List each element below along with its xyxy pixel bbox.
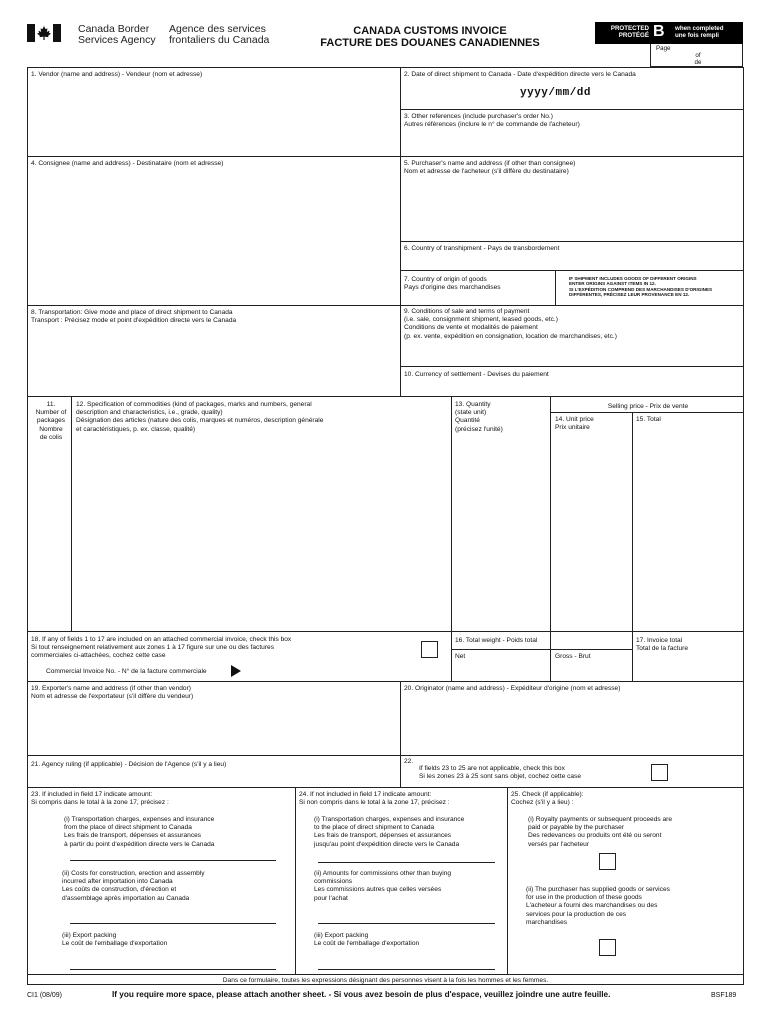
- field-23-export-packing-label: (iii) Export packing Le coût de l'emballage d'exportation: [62, 932, 168, 948]
- field-24-export-packing-input[interactable]: [318, 969, 495, 970]
- field-15-total-label: 15. Total: [636, 416, 661, 423]
- field-16-net-label: Net: [455, 653, 466, 660]
- divider: [400, 366, 744, 367]
- field-24-transport-input[interactable]: [318, 862, 495, 863]
- field-23-construction-label: (ii) Costs for construction, erection and assembly incurred after importation into Canada Les coûts de construction, d'érection et d'assemblage après importation au Canada: [62, 870, 205, 902]
- divider: [27, 631, 744, 632]
- field-24-transport-label: (i) Transportation charges, expenses and insurance to the place of direct shipment to Canada Les frais de transport, dépenses et assurances jusqu'au point d'expédition directe vers le Canada: [314, 816, 465, 848]
- protected-level: B: [653, 23, 665, 40]
- agency-name-en: Canada Border Services Agency: [78, 23, 156, 46]
- protected-badge: [595, 22, 743, 44]
- field-19-exporter-input[interactable]: [28, 703, 399, 754]
- field-12-specification-input[interactable]: [72, 440, 450, 630]
- field-19-exporter-label: 19. Exporter's name and address (if other than vendor) Nom et adresse de l'exportateur (s'il diffère du vendeur): [31, 685, 194, 701]
- field-23-construction-input[interactable]: [70, 923, 276, 924]
- divider: [27, 755, 744, 756]
- divider: [400, 241, 744, 242]
- field-4-consignee-input[interactable]: [28, 170, 399, 304]
- divider: [27, 681, 744, 682]
- field-3-references-label: 3. Other references (include purchaser's order No.) Autres références (inclure le n° de commande de l'acheteur): [404, 113, 580, 129]
- field-6-transhipment-input[interactable]: [401, 255, 743, 269]
- field-18-checkbox[interactable]: [421, 641, 438, 658]
- field-7-origin-label: 7. Country of origin of goods Pays d'origine des marchandises: [404, 276, 501, 292]
- field-17-invoice-total-input[interactable]: [633, 656, 743, 680]
- divider: [555, 270, 556, 305]
- field-14-unit-price-label: 14. Unit price Prix unitaire: [555, 416, 594, 432]
- form-title-fr: FACTURE DES DOUANES CANADIENNES: [320, 37, 540, 49]
- field-10-currency-label: 10. Currency of settlement - Devises du paiement: [404, 371, 549, 378]
- field-22-checkbox[interactable]: [651, 764, 668, 781]
- field-25-check-label: 25. Check (if applicable): Cochez (s'il y a lieu) :: [511, 791, 584, 807]
- field-21-agency-ruling-label: 21. Agency ruling (if applicable) - Décision de l'Agence (s'il y a lieu): [31, 761, 227, 768]
- field-15-total-input[interactable]: [633, 440, 743, 630]
- divider: [400, 270, 744, 271]
- divider: [27, 156, 400, 157]
- field-23-transport-label: (i) Transportation charges, expenses and insurance from the place of direct shipment to Canada Les frais de transport, dépenses et assurances à partir du point d'expédition directe vers le Canada: [64, 816, 215, 848]
- page-of-label: of de: [694, 52, 702, 67]
- form-code: CI1 (08/09): [27, 992, 63, 999]
- field-21-agency-ruling-input[interactable]: [28, 770, 399, 786]
- field-2-date-label: 2. Date of direct shipment to Canada - Date d'expédition directe vers le Canada: [404, 71, 636, 78]
- field-20-originator-input[interactable]: [401, 695, 743, 754]
- field-14-unit-price-input[interactable]: [551, 440, 631, 630]
- field-3-references-input[interactable]: [401, 132, 743, 155]
- field-4-consignee-label: 4. Consignee (name and address) - Destinataire (nom et adresse): [31, 160, 224, 167]
- field-25-goods-services-label: (ii) The purchaser has supplied goods or services for use in the production of these goods L'acheteur a fourni des marchandises ou des services pour la production de ces marchandises: [526, 886, 670, 926]
- divider: [400, 156, 744, 157]
- field-7-origin-note: IF SHIPMENT INCLUDES GOODS OF DIFFERENT ORIGINS ENTER ORIGINS AGAINST ITEMS IN 12. SI L'EXPÉDITION COMPREND DES MARCHANDISES D'ORIGINES DIFFÉRENTES, PRÉCISEZ LEUR PROVENANCE EN 12.: [569, 276, 713, 297]
- divider: [550, 412, 744, 413]
- field-5-purchaser-label: 5. Purchaser's name and address (if other than consignee) Nom et adresse de l'acheteur (s'il diffère du destinataire): [404, 160, 576, 176]
- field-17-invoice-total-label: 17. Invoice total Total de la facture: [636, 637, 689, 653]
- field-22-number: 22.: [404, 758, 414, 765]
- field-16-gross-label: Gross - Brut: [555, 653, 591, 660]
- agency-name-fr: Agence des services frontaliers du Canada: [169, 23, 270, 46]
- field-8-transportation-input[interactable]: [28, 327, 399, 395]
- field-16-net-input[interactable]: [452, 662, 549, 680]
- protected-when-completed: when completed une fois rempli: [675, 25, 724, 40]
- field-13-quantity-label: 13. Quantity (state unit) Quantité (précisez l'unité): [455, 401, 503, 433]
- divider: [27, 305, 400, 306]
- gender-note: Dans ce formulaire, toutes les expressions désignant des personnes visent à la fois les hommes et les femmes.: [222, 977, 549, 984]
- field-23-export-packing-input[interactable]: [70, 969, 276, 970]
- field-24-commissions-label: (ii) Amounts for commissions other than buying commissions Les commissions autres que celles versées pour l'achat: [314, 870, 452, 902]
- divider: [507, 787, 508, 974]
- field-8-transportation-label: 8. Transportation: Give mode and place of direct shipment to Canada Transport : Précisez mode et point d'expédition directe vers le Canada: [31, 309, 237, 325]
- field-18-attached-invoice-label: 18. If any of fields 1 to 17 are included on an attached commercial invoice, check this box Si tout renseignement relativement aux zones 1 à 17 figure sur une ou des factures commerciales ci-attachées, cochez cette case: [31, 636, 292, 660]
- field-11-packages-input[interactable]: [28, 450, 70, 630]
- field-24-export-packing-label: (iii) Export packing Le coût de l'emballage d'exportation: [314, 932, 420, 948]
- field-1-vendor-input[interactable]: [28, 82, 399, 155]
- field-22-not-applicable-label: If fields 23 to 25 are not applicable, check this box Si les zones 23 à 25 sont sans objet, cochez cette case: [419, 765, 582, 781]
- field-2-date-input[interactable]: yyyy/mm/dd: [520, 87, 592, 99]
- field-25-royalty-label: (i) Royalty payments or subsequent proceeds are paid or payable by the purchaser Des redevances ou produits ont été ou seront versés par l'acheteur: [528, 816, 673, 848]
- field-1-vendor-label: 1. Vendor (name and address) - Vendeur (nom et adresse): [31, 71, 203, 78]
- form-title-en: CANADA CUSTOMS INVOICE: [353, 25, 507, 37]
- field-20-originator-label: 20. Originator (name and address) - Expéditeur d'origine (nom et adresse): [404, 685, 621, 692]
- field-23-included-label: 23. If included in field 17 indicate amount: Si compris dans le total à la zone 17, précisez :: [31, 791, 169, 807]
- selling-price-heading: Selling price - Prix de vente: [607, 403, 689, 410]
- canada-flag-logo: [27, 24, 61, 42]
- divider: [295, 787, 296, 974]
- more-space-note: If you require more space, please attach another sheet. - Si vous avez besoin de plus d'espace, veuillez joindre une autre feuille.: [112, 990, 611, 999]
- divider: [400, 305, 744, 306]
- field-24-not-included-label: 24. If not included in field 17 indicate amount: Si non compris dans le total à la zone 17, précisez :: [299, 791, 450, 807]
- field-25-royalty-checkbox[interactable]: [599, 853, 616, 870]
- protected-label: PROTECTED PROTÉGÉ: [610, 25, 649, 40]
- field-9-conditions-label: 9. Conditions of sale and terms of payment (i.e. sale, consignment shipment, leased goods, etc.) Conditions de vente et modalités de paiement (p. ex. vente, expédition en consignation, location de marchandises, etc.): [404, 308, 617, 340]
- field-18-invoice-number-label: Commercial Invoice No. - N° de la facture commerciale: [46, 668, 207, 675]
- field-10-currency-input[interactable]: [401, 380, 743, 395]
- field-12-specification-label: 12. Specification of commodities (kind of packages, marks and numbers, general description and characteristics, i.e., grade, quality) Désignation des articles (nature des colis, marques et numéros, description générale et caractéristiques, p. ex. classe, qualité): [76, 401, 324, 433]
- field-13-quantity-input[interactable]: [452, 440, 549, 630]
- field-24-commissions-input[interactable]: [318, 923, 495, 924]
- divider: [27, 396, 744, 397]
- field-16-weight-label: 16. Total weight - Poids total: [455, 637, 538, 644]
- page-label: Page: [656, 45, 671, 52]
- divider: [451, 649, 632, 650]
- divider: [27, 974, 744, 975]
- divider: [400, 109, 744, 110]
- arrow-right-icon: [231, 665, 241, 677]
- field-11-packages-label: 11. Number of packages Nombre de colis: [35, 401, 67, 441]
- field-5-purchaser-input[interactable]: [401, 180, 743, 240]
- bsf-code: BSF189: [711, 992, 737, 999]
- field-6-transhipment-label: 6. Country of transhipment - Pays de transbordement: [404, 245, 560, 252]
- field-16-gross-input[interactable]: [551, 662, 631, 680]
- divider: [27, 787, 744, 788]
- field-23-transport-input[interactable]: [70, 860, 276, 861]
- field-25-goods-services-checkbox[interactable]: [599, 939, 616, 956]
